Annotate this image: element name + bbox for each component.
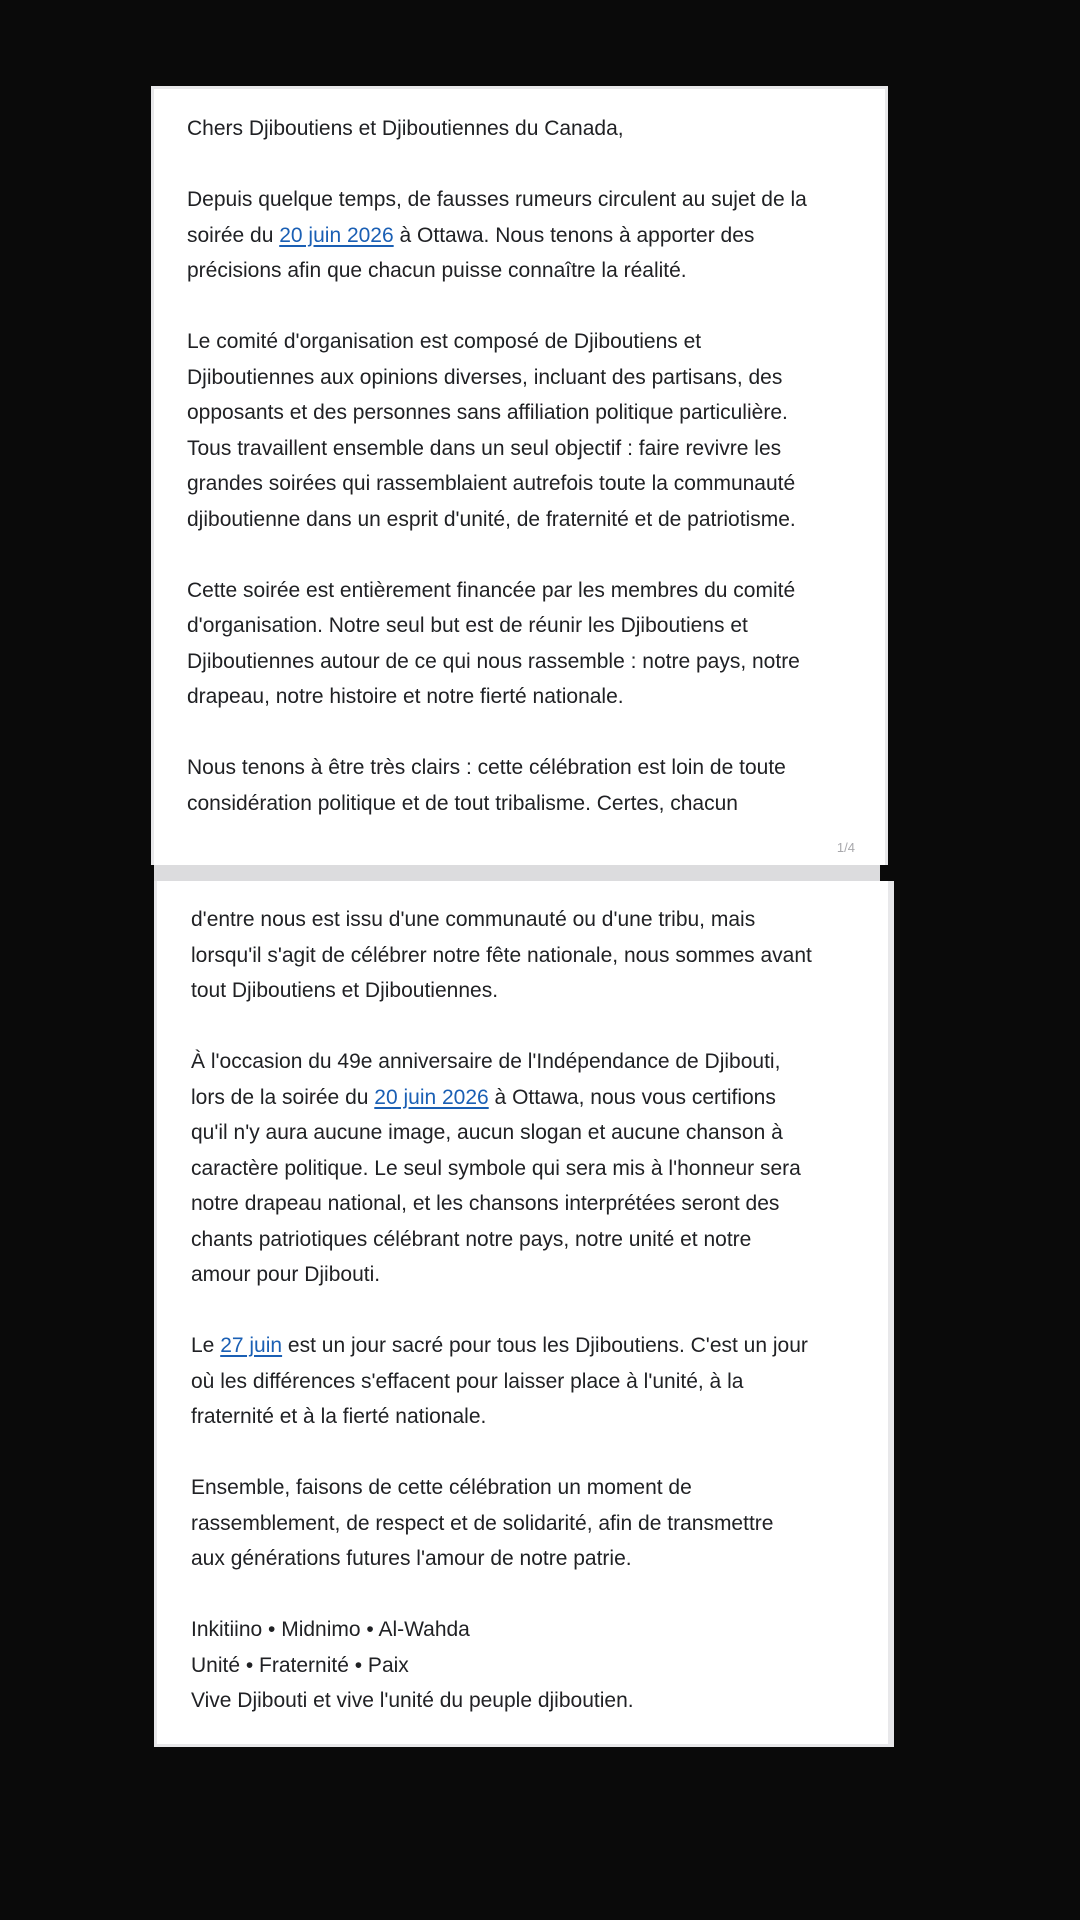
text-line [187, 431, 807, 467]
text-segment: notre drapeau national, et les chansons interprétées seront des [191, 1192, 780, 1215]
text-line [191, 1186, 812, 1222]
text-line [187, 750, 807, 786]
text-line [191, 1115, 812, 1151]
text-line [191, 938, 812, 974]
text-segment: Vive Djibouti et vive l'unité du peuple djiboutien. [191, 1689, 634, 1712]
text-line [191, 1222, 812, 1258]
text-segment: où les différences s'effacent pour laisser place à l'unité, à la [191, 1369, 744, 1393]
text-segment: Nous tenons à être très clairs : cette célébration est loin de toute [187, 756, 786, 779]
text-segment: djiboutienne dans un esprit d'unité, de fraternité et de patriotisme. [187, 507, 796, 531]
text-line [187, 182, 807, 218]
text-line [187, 608, 807, 644]
text-segment: Unité • Fraternité • Paix [191, 1653, 409, 1677]
text-line [191, 1683, 812, 1719]
text-line [187, 573, 807, 609]
text-segment: d'organisation. Notre seul but est de réunir les Djiboutiens et [187, 614, 748, 637]
text-line [187, 395, 807, 431]
text-line [191, 1399, 812, 1435]
text-segment: Djiboutiennes autour de ce qui nous rassemble : notre pays, notre [187, 649, 800, 673]
text-line [191, 902, 812, 938]
date-link[interactable]: 27 juin [220, 1334, 283, 1357]
paragraph [187, 111, 807, 147]
text-segment: amour pour Djibouti. [191, 1263, 381, 1286]
text-line [191, 1151, 812, 1187]
text-line [187, 466, 807, 502]
text-segment: qu'il n'y aura aucune image, aucun slogan et aucune chanson à [191, 1121, 783, 1144]
paragraph [187, 182, 807, 289]
text-line [187, 679, 807, 715]
date-link[interactable]: 20 juin 2026 [374, 1085, 489, 1109]
document-page-2 [154, 881, 894, 1747]
text-line [187, 253, 807, 289]
text-segment: rassemblement, de respect et de solidarité, afin de transmettre [191, 1511, 774, 1535]
text-line [187, 786, 807, 822]
text-line [191, 1612, 812, 1648]
text-line [191, 1044, 812, 1080]
text-line [187, 644, 807, 680]
text-segment: Tous travaillent ensemble dans un seul objectif : faire revivre les [187, 436, 782, 460]
text-line [191, 973, 812, 1009]
text-segment: soirée du [187, 223, 280, 247]
text-segment: fraternité et à la fierté nationale. [191, 1405, 487, 1428]
text-segment: lors de la soirée du [191, 1085, 375, 1109]
text-segment: caractère politique. Le seul symbole qui sera mis à l'honneur sera [191, 1156, 801, 1180]
text-segment: Djiboutiennes aux opinions diverses, incluant des partisans, des [187, 365, 783, 389]
text-segment: opposants et des personnes sans affiliation politique particulière. [187, 401, 788, 424]
text-segment: Chers Djiboutiens et Djiboutiennes du Canada, [187, 117, 624, 140]
text-line [191, 1470, 812, 1506]
text-segment: considération politique et de tout tribalisme. Certes, chacun [187, 791, 738, 815]
text-line [191, 1257, 812, 1293]
text-line [191, 1541, 812, 1577]
text-segment: Le [191, 1334, 221, 1357]
text-segment: Cette soirée est entièrement financée par les membres du comité [187, 578, 796, 602]
text-line [191, 1328, 812, 1364]
text-segment: à Ottawa. Nous tenons à apporter des [393, 223, 755, 247]
paragraph [187, 750, 807, 821]
text-line [187, 324, 807, 360]
text-line [187, 502, 807, 538]
paragraph [187, 573, 807, 715]
text-segment: chants patriotiques célébrant notre pays, notre unité et notre [191, 1227, 752, 1251]
text-segment: est un jour sacré pour tous les Djiboutiens. C'est un jour [282, 1334, 808, 1357]
text-segment: d'entre nous est issu d'une communauté ou d'une tribu, mais [191, 908, 756, 931]
text-line [187, 111, 807, 147]
text-segment: À l'occasion du 49e anniversaire de l'Indépendance de Djibouti, [191, 1050, 781, 1073]
page-2-body [191, 902, 812, 1719]
text-segment: aux générations futures l'amour de notre patrie. [191, 1547, 632, 1570]
text-segment: précisions afin que chacun puisse connaître la réalité. [187, 259, 687, 282]
paragraph [191, 1470, 812, 1577]
page-1-body [187, 111, 807, 821]
text-line [187, 360, 807, 396]
text-line [191, 1648, 812, 1684]
page-separator [154, 865, 880, 881]
paragraph [191, 1328, 812, 1435]
paragraph [191, 1044, 812, 1293]
text-line [191, 1506, 812, 1542]
text-segment: Le comité d'organisation est composé de Djiboutiens et [187, 330, 702, 353]
text-line [191, 1080, 812, 1116]
text-segment: Depuis quelque temps, de fausses rumeurs circulent au sujet de la [187, 188, 807, 211]
text-line [187, 218, 807, 254]
text-segment: grandes soirées qui rassemblaient autrefois toute la communauté [187, 472, 796, 495]
document-page-1 [151, 86, 888, 865]
text-segment: à Ottawa, nous vous certifions [488, 1085, 776, 1109]
page-number: 1/4 [836, 840, 855, 855]
date-link[interactable]: 20 juin 2026 [279, 223, 394, 247]
text-segment: lorsqu'il s'agit de célébrer notre fête nationale, nous sommes avant [191, 943, 812, 967]
text-segment: Ensemble, faisons de cette célébration un moment de [191, 1476, 692, 1499]
text-segment: tout Djiboutiens et Djiboutiennes. [191, 979, 499, 1002]
text-segment: Inkitiino • Midnimo • Al-Wahda [191, 1618, 470, 1641]
paragraph [187, 324, 807, 537]
paragraph [191, 902, 812, 1009]
text-segment: drapeau, notre histoire et notre fierté nationale. [187, 685, 624, 708]
paragraph [191, 1612, 812, 1719]
text-line [191, 1364, 812, 1400]
